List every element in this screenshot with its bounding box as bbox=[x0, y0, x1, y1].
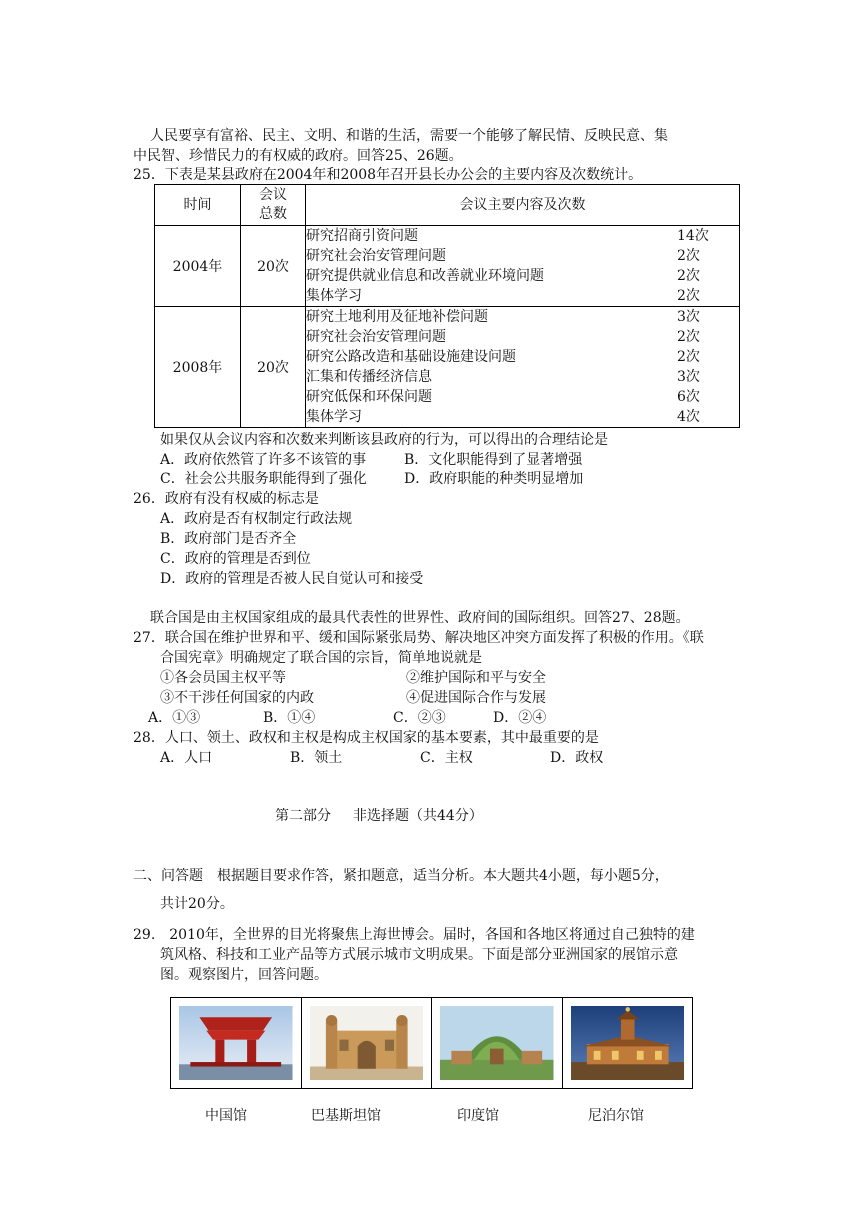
part-two-label: 第二部分 bbox=[275, 808, 331, 824]
caption-nepal: 尼泊尔馆 bbox=[588, 1108, 644, 1124]
q25-options-row-1 bbox=[160, 450, 720, 470]
pavilion-images bbox=[170, 997, 693, 1089]
q28-option-d: D．政权 bbox=[550, 750, 604, 766]
section-two-line-2: 共计20分。 bbox=[160, 896, 234, 912]
row-year: 2008年 bbox=[155, 307, 241, 428]
q27-option-a: A．①③ bbox=[148, 710, 201, 726]
pavilion-cell bbox=[432, 998, 563, 1088]
india-pavilion-image bbox=[440, 1006, 554, 1080]
row-total: 20次 bbox=[241, 307, 306, 428]
q28-option-a: A．人口 bbox=[160, 750, 213, 766]
list-item: 汇集和传播经济信息 3次 bbox=[306, 369, 700, 385]
q27-option-c: C．②③ bbox=[393, 710, 446, 726]
section-two-line-1: 二、问答题 根据题目要求作答，紧扣题意，适当分析。本大题共4小题，每小题5分， bbox=[133, 868, 669, 884]
q27-item-4: ④促进国际合作与发展 bbox=[406, 690, 546, 706]
q27-item-2: ②维护国际和平与安全 bbox=[406, 670, 546, 686]
row-year: 2004年 bbox=[155, 226, 241, 307]
intro-un: 联合国是由主权国家组成的最具代表性的世界性、政府间的国际组织。回答27、28题。 bbox=[150, 610, 690, 626]
header-time: 时间 bbox=[155, 185, 241, 226]
list-item: 集体学习 4次 bbox=[306, 409, 700, 425]
q25-option-a: A．政府依然管了许多不该管的事 bbox=[160, 452, 367, 468]
q26-stem: 26．政府有没有权威的标志是 bbox=[133, 491, 319, 507]
q25-option-b: B．文化职能得到了显著增强 bbox=[404, 452, 583, 468]
q26-option-d: D．政府的管理是否被人民自觉认可和接受 bbox=[160, 571, 424, 587]
q27-items-row-1 bbox=[160, 668, 660, 688]
q27-options bbox=[148, 708, 668, 728]
nepal-pavilion-image bbox=[571, 1006, 685, 1080]
q25-option-c: C．社会公共服务职能得到了强化 bbox=[160, 471, 367, 487]
list-item: 研究公路改造和基础设施建设问题 2次 bbox=[306, 349, 700, 365]
list-item: 研究低保和环保问题 6次 bbox=[306, 389, 700, 405]
q25-stem: 25．下表是某县政府在2004年和2008年召开县长办公会的主要内容及次数统计。 bbox=[133, 167, 643, 183]
pavilion-cell bbox=[302, 998, 433, 1088]
table-header-row bbox=[155, 185, 740, 226]
intro-line-1: 人民要享有富裕、民主、文明、和谐的生活，需要一个能够了解民情、反映民意、集 bbox=[150, 128, 668, 144]
pavilion-cell bbox=[563, 998, 693, 1088]
pavilion-cell bbox=[171, 998, 302, 1088]
q29-line-2: 筑风格、科技和工业产品等方式展示城市文明成果。下面是部分亚洲国家的展馆示意 bbox=[160, 947, 678, 963]
q28-option-b: B．领土 bbox=[290, 750, 343, 766]
intro-line-2: 中民智、珍惜民力的有权威的政府。回答25、26题。 bbox=[133, 148, 463, 164]
q26-option-a: A．政府是否有权制定行政法规 bbox=[160, 511, 353, 527]
list-item: 研究提供就业信息和改善就业环境问题 2次 bbox=[306, 268, 700, 284]
q25-option-d: D．政府职能的种类明显增加 bbox=[404, 471, 584, 487]
table-row bbox=[155, 226, 740, 307]
caption-china: 中国馆 bbox=[205, 1108, 247, 1124]
row-items bbox=[306, 226, 740, 307]
q26-option-b: B．政府部门是否齐全 bbox=[160, 531, 297, 547]
pakistan-pavilion-image bbox=[310, 1006, 424, 1080]
list-item: 研究社会治安管理问题 2次 bbox=[306, 329, 700, 345]
list-item: 集体学习 2次 bbox=[306, 288, 700, 304]
q26-option-c: C．政府的管理是否到位 bbox=[160, 551, 311, 567]
list-item: 研究社会治安管理问题 2次 bbox=[306, 248, 700, 264]
q27-item-1: ①各会员国主权平等 bbox=[160, 670, 286, 686]
q27-option-d: D．②④ bbox=[493, 710, 547, 726]
list-item: 研究土地利用及征地补偿问题 3次 bbox=[306, 309, 700, 325]
caption-pakistan: 巴基斯坦馆 bbox=[311, 1108, 381, 1124]
q27-stem-2: 合国宪章》明确规定了联合国的宗旨，简单地说就是 bbox=[160, 650, 482, 666]
row-total: 20次 bbox=[241, 226, 306, 307]
q29-line-1: 29. 2010年，全世界的目光将聚焦上海世博会。届时，各国和各地区将通过自己独特的建 bbox=[133, 927, 695, 943]
caption-india: 印度馆 bbox=[457, 1108, 499, 1124]
q27-item-3: ③不干涉任何国家的内政 bbox=[160, 690, 314, 706]
q25-question: 如果仅从会议内容和次数来判断该县政府的行为，可以得出的合理结论是 bbox=[160, 432, 608, 448]
q29-line-3: 图。观察图片，回答问题。 bbox=[160, 967, 328, 983]
china-pavilion-image bbox=[179, 1006, 293, 1080]
q25-options-row-2 bbox=[160, 469, 720, 489]
table-row bbox=[155, 307, 740, 428]
header-total: 会议 总数 bbox=[241, 185, 306, 226]
part-two-title: 非选择题（共44分） bbox=[353, 808, 483, 824]
header-content: 会议主要内容及次数 bbox=[306, 185, 740, 226]
part-two-heading bbox=[275, 806, 483, 826]
q27-option-b: B．①④ bbox=[263, 710, 316, 726]
meeting-stats-table bbox=[154, 184, 740, 428]
row-items bbox=[306, 307, 740, 428]
q28-options bbox=[160, 748, 660, 768]
q28-option-c: C．主权 bbox=[420, 750, 473, 766]
q28-stem: 28．人口、领土、政权和主权是构成主权国家的基本要素，其中最重要的是 bbox=[133, 730, 599, 746]
list-item: 研究招商引资问题 14次 bbox=[306, 228, 709, 244]
q27-stem-1: 27．联合国在维护世界和平、缓和国际紧张局势、解决地区冲突方面发挥了积极的作用。《联 bbox=[133, 630, 704, 646]
q27-items-row-2 bbox=[160, 688, 660, 708]
